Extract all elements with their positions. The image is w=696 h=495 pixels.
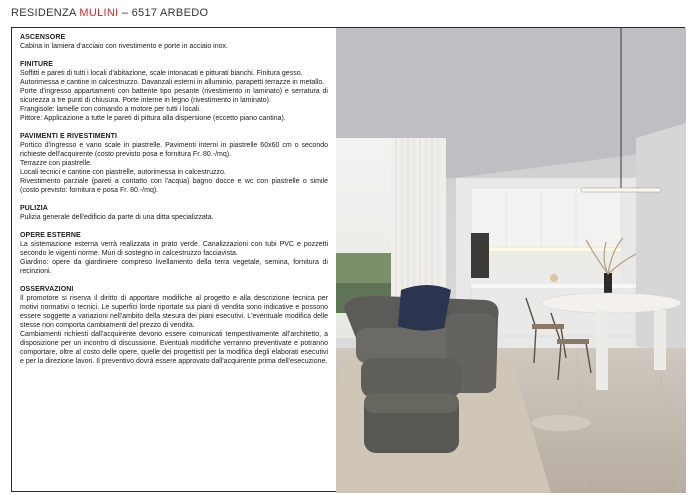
spec-section [20,231,328,276]
spec-section-title: PULIZIA [20,205,48,212]
spec-section [20,132,328,195]
header-prefix: RESIDENZA [11,7,80,19]
spec-section-paragraph: La sistemazione esterna verrà realizzata in prato verde. Canalizzazioni con tubi PVC e pozzetti secondo le vigenti norme. Muri di sostegno in calcestruzzo facciavista. [20,241,328,257]
header-accent: MULINI [79,7,119,19]
spec-section-paragraph: Soffitti e pareti di tutti i locali d'abitazione, scale intonacati e pitturati bianchi. Finitura gesso. [20,70,303,77]
document-header [11,7,208,19]
spec-section-paragraph: Locali tecnici e cantine con piastrelle, autorimessa in calcestruzzo. [20,169,226,176]
spec-section-title: PAVIMENTI E RIVESTIMENTI [20,133,118,140]
spec-section-title: ASCENSORE [20,34,66,41]
spec-section-title: OPERE ESTERNE [20,232,81,239]
spec-section-paragraph: Cabina in lamiera d'acciaio con rivestimento e porte in acciaio inox. [20,43,228,50]
spec-section-paragraph: Rivestimento parziale (pareti a contatto con l'acqua) bagno docce e wc con piastrelle o simile (costo previsto: fornitura e posa Fr. 80.-/mq). [20,178,328,194]
spec-section-title: FINITURE [20,61,54,68]
content-frame [11,27,685,492]
spec-section [20,60,328,123]
spec-section-paragraph: Giardino: opere da giardiniere compreso livellamento della terra vegetale, semina, fornitura di recinzioni. [20,259,328,275]
spec-section-paragraph: Pittore: Applicazione a tutte le pareti di pittura alla dispersione (eccetto piano cantina). [20,115,286,122]
spec-section-paragraph: Portico d'ingresso e vano scale in piastrelle. Pavimenti interni in piastrelle 60x60 cm o secondo richieste dell'acquirente (costo previsto posa e fornitura Fr. 80.-/mq). [20,142,328,158]
spec-section [20,33,328,51]
spec-section [20,204,328,222]
spec-section-paragraph: Frangisole: lamelle con comando a motore per tutti i locali. [20,106,201,113]
spec-section-paragraph: Cambiamenti richiesti dall'acquirente devono essere comunicati tempestivamente all'architetto, a disposizione per un incontro di discussione. Eventuali modifiche verranno preventivate e potranno comportare, oltre al costo delle opere, quelle dei progettisti per la modifica degli elaborati esecutivi e per la direzione lavori. Il preventivo dovrà essere approvato dall'acquirente prima dell'esecuzione. [20,331,328,365]
spec-section-title: OSSERVAZIONI [20,286,74,293]
interior-render-illustration [336,28,686,493]
spec-section [20,285,328,366]
spec-section-paragraph: Terrazze con piastrelle. [20,160,92,167]
header-suffix: – 6517 ARBEDO [118,7,209,19]
spec-section-paragraph: Il promotore si riserva il diritto di apportare modifiche al progetto e alla descrizione tecnica per motivi normativi o tecnici. Le superfici lorde riportate sui piani di vendita sono indicative e possono essere soggette a variazioni nell'ambito della stesura dei piani esecutivi. L'eventuale modifica delle stesse non comporta cambiamenti del prezzo di vendita. [20,295,328,329]
interior-render-image [336,28,686,493]
spec-section-paragraph: Autorimessa e cantine in calcestruzzo. Davanzali esterni in alluminio, parapetti terrazze in metallo. [20,79,325,86]
spec-section-paragraph: Pulizia generale dell'edificio da parte di una ditta specializzata. [20,214,214,221]
spec-section-paragraph: Porte d'ingresso appartamenti con battente tipo pesante (rivestimento in laminato) e serratura di sicurezza a tre punti di chiusura. Porte interne in legno (rivestimento in laminato). [20,88,328,104]
specification-text-column [20,33,328,489]
